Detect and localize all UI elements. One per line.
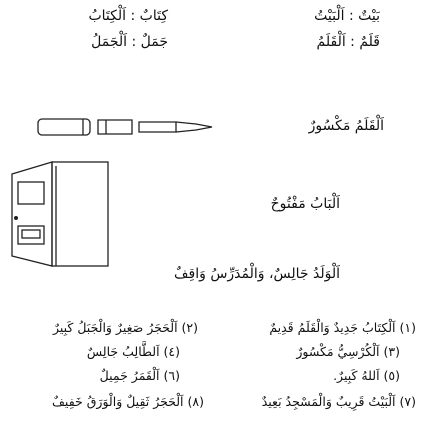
exercise-5: (٥) اَللهُ كَبِيرٌ. bbox=[333, 368, 400, 383]
broken-pen-illustration bbox=[36, 114, 216, 140]
exercise-2: (٢) اَلْحَجَرُ صَغِيرٌ وَالْجَبَلُ كَبِيرٌ bbox=[52, 320, 198, 335]
vocab-pen: قَلَمٌ : اَلْقَلَمُ bbox=[316, 34, 380, 50]
open-door-illustration bbox=[10, 160, 110, 270]
exercise-4: (٤) اَلطَّالِبُ جَالِسٌ bbox=[86, 344, 180, 359]
exercise-7: (٧) اَلْبَيْتُ قَرِيبٌ وَالْمَسْجِدُ بَعِيدٌ bbox=[261, 394, 416, 409]
caption-open-door: اَلْبَابُ مَفْتُوحٌ bbox=[270, 196, 340, 212]
exercise-3: (٣) اَلْكُرْسِيُّ مَكْسُورٌ bbox=[296, 344, 400, 359]
vocab-house: بَيْتٌ : اَلْبَيْتُ bbox=[314, 8, 380, 24]
exercise-1: (١) اَلْكِتَابُ جَدِيدٌ وَالْقَلَمُ قَدِيمٌ bbox=[269, 320, 416, 335]
vocab-book: كِتَابٌ : اَلْكِتَابُ bbox=[88, 8, 168, 24]
exercise-8: (٨) اَلْحَجَرُ ثَقِيلٌ وَالْوَرَقُ خَفِيفٌ bbox=[51, 394, 204, 409]
caption-broken-pen: اَلْقَلَمُ مَكْسُورٌ bbox=[308, 118, 384, 134]
caption-boy-teacher: اَلْوَلَدُ جَالِسٌ، وَالْمُدَرِّسُ وَاقِفٌ bbox=[174, 266, 340, 282]
vocab-camel: جَمَلٌ : اَلْجَمَلُ bbox=[91, 34, 168, 50]
exercise-6: (٦) اَلْقَمَرُ جَمِيلٌ bbox=[99, 368, 180, 383]
